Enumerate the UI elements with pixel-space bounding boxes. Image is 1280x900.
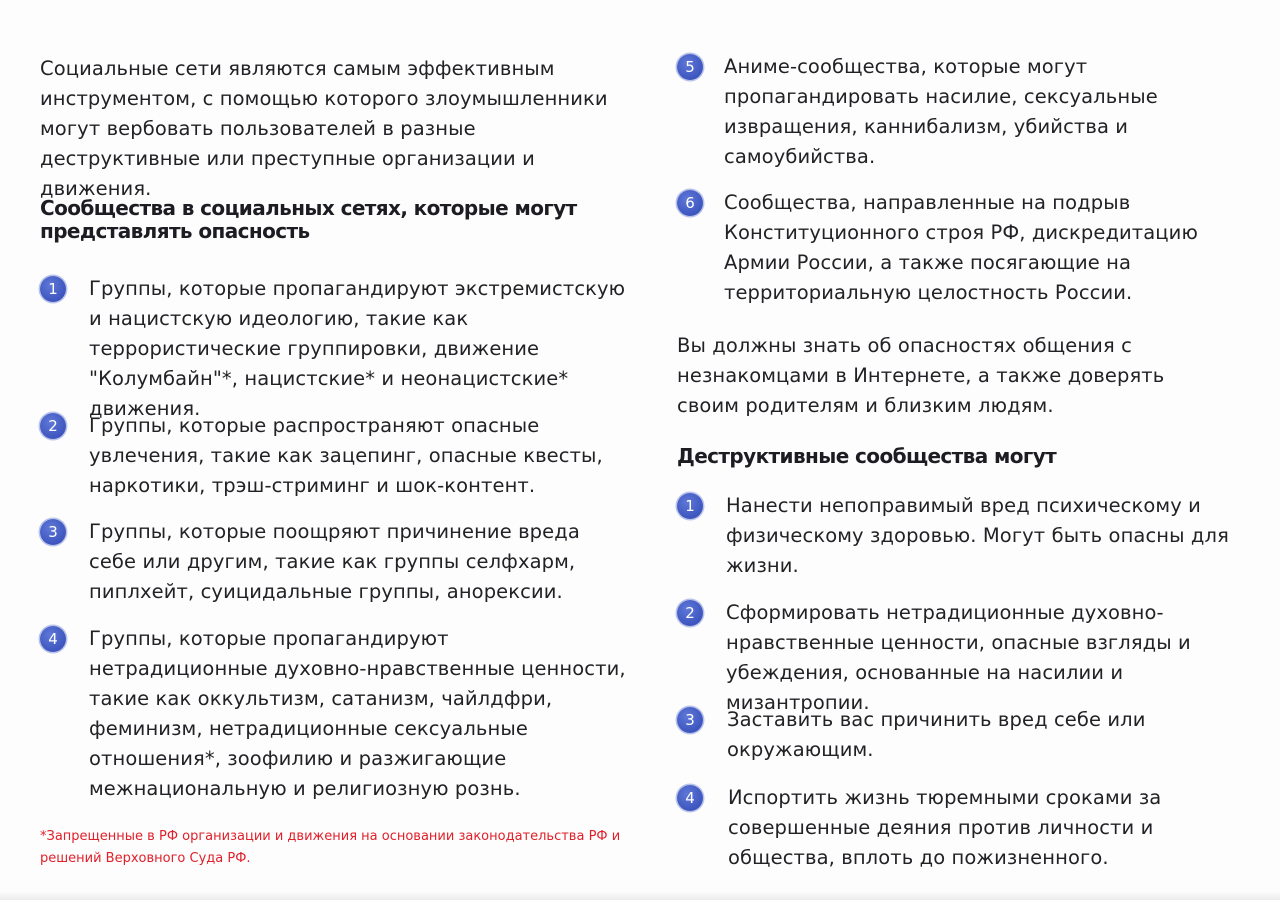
section-heading-dangerous-communities: Сообщества в социальных сетях, которые могут представлять опасность bbox=[40, 196, 577, 243]
list-item-text: Аниме-сообщества, которые могут пропагандировать насилие, сексуальные извращения, каннибализм, убийства и самоубийства. bbox=[724, 55, 1158, 168]
list-item-text: Заставить вас причинить вред себе или окружающим. bbox=[727, 708, 1146, 761]
list-item-text: Испортить жизнь тюремными сроками за совершенные деяния против личности и общества, вплоть до пожизненного. bbox=[728, 786, 1162, 869]
list-item-text: Сформировать нетрадиционные духовно-нравственные ценности, опасные взгляды и убеждения, основанные на насилии и мизантропии. bbox=[726, 601, 1191, 714]
number-badge: 4 bbox=[677, 785, 703, 811]
number-badge: 4 bbox=[40, 626, 66, 652]
number-badge: 6 bbox=[677, 190, 703, 216]
list-item-text: Сообщества, направленные на подрыв Конституционного строя РФ, дискредитацию Армии России, а также посягающие на территориальную целостность России. bbox=[724, 191, 1198, 304]
number-badge: 2 bbox=[677, 600, 703, 626]
number-badge: 3 bbox=[677, 707, 703, 733]
list-item-text: Группы, которые поощряют причинение вреда себе или другим, такие как группы селфхарм, пиплхейт, суицидальные группы, анорексии. bbox=[89, 520, 580, 603]
warning-paragraph: Вы должны знать об опасностях общения с незнакомцами в Интернете, а также доверять своим родителям и близким людям. bbox=[677, 334, 1165, 417]
number-badge: 1 bbox=[40, 276, 66, 302]
list-item-text: Нанести непоправимый вред психическому и физическому здоровью. Могут быть опасны для жизни. bbox=[726, 494, 1229, 577]
intro-paragraph: Социальные сети являются самым эффективным инструментом, с помощью которого злоумышленники могут вербовать пользователей в разные деструктивные или преступные организации и движения. bbox=[40, 57, 608, 200]
number-badge: 2 bbox=[40, 413, 66, 439]
number-badge: 1 bbox=[677, 493, 703, 519]
legal-footnote: *Запрещенные в РФ организации и движения на основании законодательства РФ и решений Верховного Суда РФ. bbox=[40, 829, 621, 866]
number-badge: 3 bbox=[40, 519, 66, 545]
list-item-text: Группы, которые пропагандируют экстремистскую и нацистскую идеологию, такие как террористические группировки, движение "Колумбайн"*, нацистские* и неонацистские* движения. bbox=[89, 277, 626, 420]
list-item-text: Группы, которые пропагандируют нетрадиционные духовно-нравственные ценности, такие как оккультизм, сатанизм, чайлдфри, феминизм, нетрадиционные сексуальные отношения*, зоофилию и разжигающие межнациональную и религиозную рознь. bbox=[89, 627, 626, 800]
section-heading-consequences: Деструктивные сообщества могут bbox=[677, 444, 1057, 468]
number-badge: 5 bbox=[677, 54, 703, 80]
list-item-text: Группы, которые распространяют опасные увлечения, такие как зацепинг, опасные квесты, наркотики, трэш-стриминг и шок-контент. bbox=[89, 414, 603, 497]
